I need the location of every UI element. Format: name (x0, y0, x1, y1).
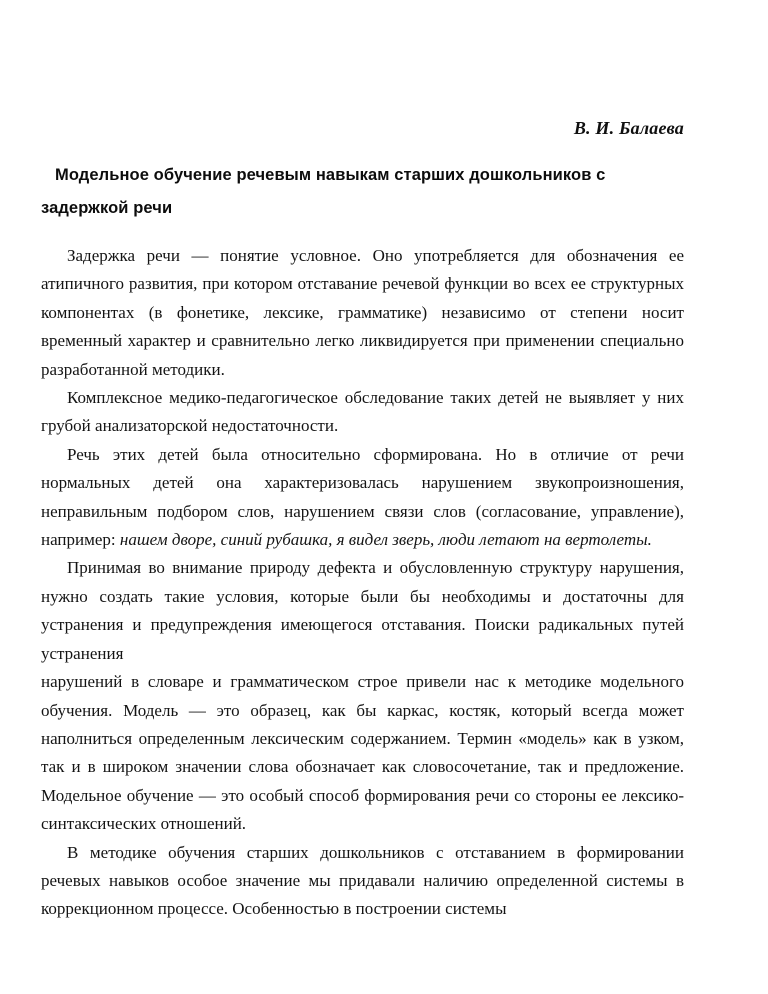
text-run: Комплексное медико-педагогическое обследование таких детей не выявляет у них грубой анализаторской недостаточности. (41, 388, 684, 436)
paragraph (41, 242, 684, 384)
article-title: Модельное обучение речевым навыкам старших дошкольников с задержкой речи (41, 166, 606, 217)
paragraph (41, 441, 684, 555)
italic-text-run: нашем дворе, синий рубашка, я видел зверь, люди летают на вертолеты. (119, 530, 652, 550)
text-run: Речь этих детей была относительно сформирована. Но в отличие от речи нормальных детей она характеризовалась нарушением звукопроизношения, неправильным подбором слов, нарушением связи слов (согласование, управление), например: (41, 444, 684, 550)
article-body (41, 242, 684, 924)
paragraph (41, 839, 684, 924)
text-run: Задержка речи — понятие условное. Оно употребляется для обозначения ее атипичного развития, при котором отставание речевой функции во всех ее структурных компонентах (в фонетике, лексике, грамматике) независимо от степени носит временный характер и сравнительно легко ликвидируется при применении специально разработанной методики. (41, 246, 684, 379)
text-run: нарушений в словаре и грамматическом строе привели нас к методике модельного обучения. Модель — это образец, как бы каркас, костяк, который всегда может наполниться определенным лексическим содержанием. Термин «модель» как в узком, так и в широком значении слова обозначает как словосочетание, так и предложение. Модельное обучение — это особый способ формирования речи со стороны ее лексико-синтаксических отношений. (41, 672, 684, 834)
author-byline: В. И. Балаева (573, 118, 684, 138)
paragraph (41, 668, 684, 838)
paragraph (41, 554, 684, 668)
text-run: В методике обучения старших дошкольников с отставанием в формировании речевых навыков особое значение мы придавали наличию определенной системы в коррекционном процессе. Особенностью в построении системы (41, 842, 684, 919)
text-run: Принимая во внимание природу дефекта и обусловленную структуру нарушения, нужно создать такие условия, которые были бы необходимы и достаточны для устранения и предупреждения имеющегося отставания. Поиски радикальных путей устранения (41, 558, 684, 663)
paragraph (41, 384, 684, 441)
